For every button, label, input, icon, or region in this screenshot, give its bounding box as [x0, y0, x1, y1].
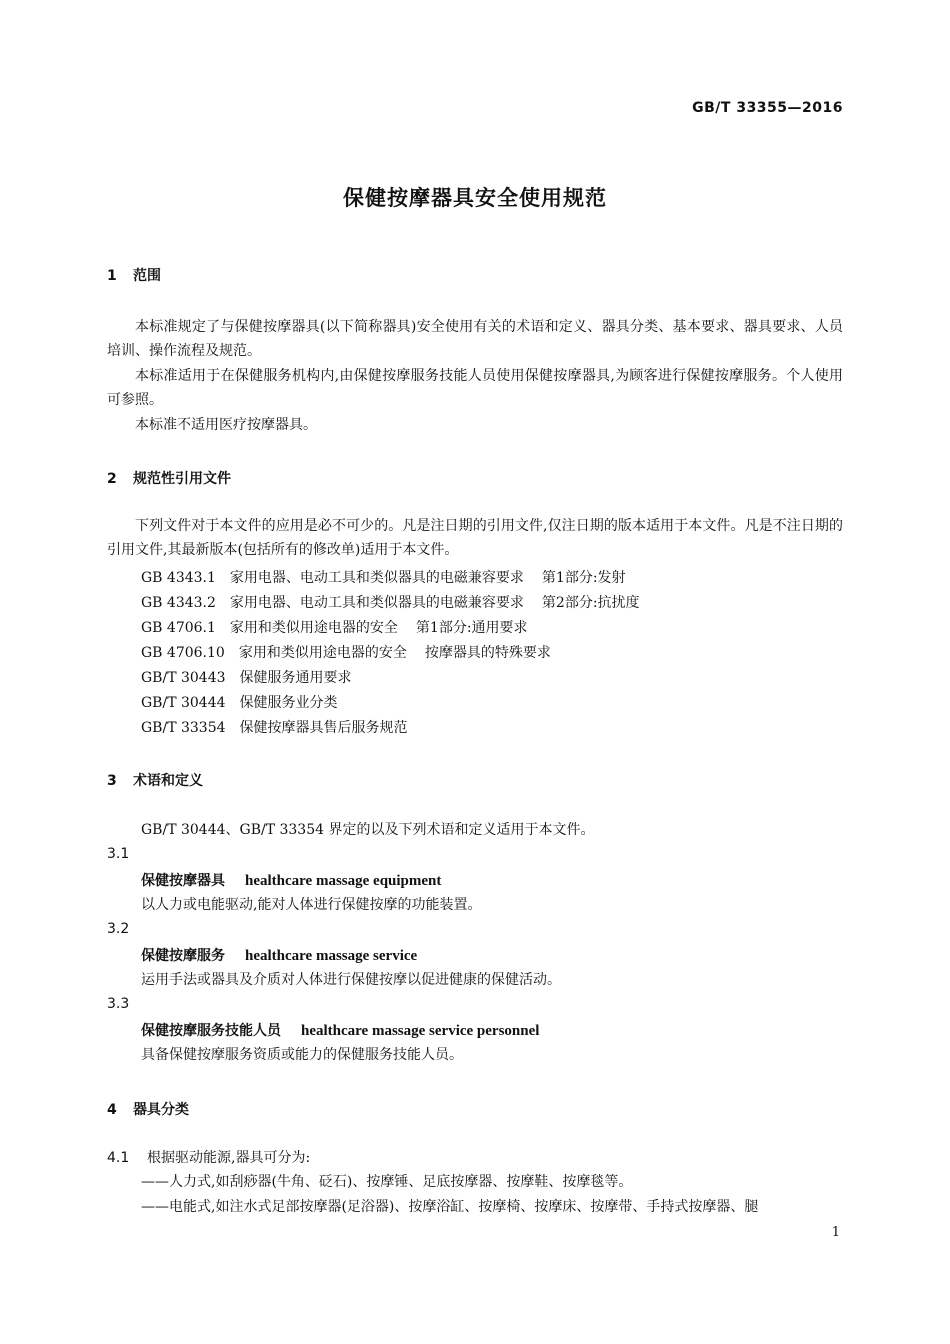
section-number: 1 [107, 268, 117, 284]
term-english: healthcare massage service [245, 948, 418, 964]
term-definition: 以人力或电能驱动,能对人体进行保健按摩的功能装置。 [141, 897, 482, 913]
reference-title: 家用电器、电动工具和类似器具的电磁兼容要求 [229, 570, 524, 586]
reference-code: GB/T 30443 [141, 670, 226, 686]
scope-paragraph-1: 本标准规定了与保健按摩器具(以下简称器具)安全使用有关的术语和定义、器具分类、基本要求、器具要求、人员培训、操作流程及规范。 [107, 319, 843, 359]
reference-title: 保健按摩器具售后服务规范 [239, 720, 408, 736]
reference-part: 按摩器具的特殊要求 [424, 645, 551, 661]
reference-code: GB 4706.10 [141, 645, 225, 661]
term-english: healthcare massage equipment [245, 873, 442, 889]
section-number: 2 [107, 471, 117, 487]
reference-item [141, 567, 626, 587]
reference-item [141, 642, 551, 662]
reference-item [141, 667, 352, 687]
section-3-heading [107, 770, 203, 790]
scope-paragraph-3: 本标准不适用医疗按摩器具。 [135, 417, 317, 433]
section-title: 术语和定义 [133, 773, 203, 789]
reference-code: GB/T 30444 [141, 695, 226, 711]
reference-code: GB 4706.1 [141, 620, 216, 636]
term-title [141, 870, 441, 890]
clause-text: 根据驱动能源,器具可分为: [147, 1150, 311, 1166]
section-title: 器具分类 [133, 1102, 189, 1118]
list-item: ——人力式,如刮痧器(牛角、砭石)、按摩锤、足底按摩器、按摩鞋、按摩毯等。 [141, 1174, 633, 1190]
term-chinese: 保健按摩服务 [141, 948, 225, 964]
reference-code: GB 4343.2 [141, 595, 216, 611]
section-4-heading [107, 1099, 189, 1119]
section-title: 规范性引用文件 [133, 471, 231, 487]
section-number: 3 [107, 773, 117, 789]
reference-item [141, 717, 408, 737]
term-definition: 运用手法或器具及介质对人体进行保健按摩以促进健康的保健活动。 [141, 972, 561, 988]
term-number: 3.3 [107, 996, 130, 1012]
section-1-heading [107, 265, 161, 285]
reference-part: 第1部分:发射 [541, 570, 626, 586]
terms-intro: GB/T 30444、GB/T 33354 界定的以及下列术语和定义适用于本文件。 [141, 822, 595, 838]
term-english: healthcare massage service personnel [301, 1023, 540, 1039]
page-number: 1 [831, 1225, 840, 1240]
section-title: 范围 [133, 268, 161, 284]
reference-title: 家用和类似用途电器的安全 [229, 620, 398, 636]
reference-code: GB/T 33354 [141, 720, 226, 736]
reference-title: 保健服务业分类 [239, 695, 338, 711]
term-title [141, 1020, 539, 1040]
document-title: 保健按摩器具安全使用规范 [343, 186, 607, 210]
term-definition: 具备保健按摩服务资质或能力的保健服务技能人员。 [141, 1047, 463, 1063]
reference-title: 家用电器、电动工具和类似器具的电磁兼容要求 [229, 595, 524, 611]
reference-title: 保健服务通用要求 [239, 670, 352, 686]
reference-part: 第1部分:通用要求 [415, 620, 528, 636]
reference-item [141, 617, 528, 637]
standard-code: GB/T 33355—2016 [692, 100, 843, 116]
term-title [141, 945, 417, 965]
term-number: 3.1 [107, 846, 130, 862]
reference-part: 第2部分:抗扰度 [541, 595, 640, 611]
term-chinese: 保健按摩器具 [141, 873, 225, 889]
section-2-heading [107, 468, 231, 488]
clause-4-1 [107, 1148, 310, 1168]
reference-code: GB 4343.1 [141, 570, 216, 586]
term-number: 3.2 [107, 921, 130, 937]
reference-item [141, 692, 338, 712]
list-item: ——电能式,如注水式足部按摩器(足浴器)、按摩浴缸、按摩椅、按摩床、按摩带、手持式按摩器、腿 [141, 1199, 759, 1215]
section-number: 4 [107, 1102, 117, 1118]
term-chinese: 保健按摩服务技能人员 [141, 1023, 281, 1039]
clause-number: 4.1 [107, 1150, 130, 1166]
reference-title: 家用和类似用途电器的安全 [238, 645, 407, 661]
reference-item [141, 592, 640, 612]
scope-paragraph-2: 本标准适用于在保健服务机构内,由保健按摩服务技能人员使用保健按摩器具,为顾客进行保健按摩服务。个人使用可参照。 [107, 368, 843, 408]
references-intro: 下列文件对于本文件的应用是必不可少的。凡是注日期的引用文件,仅注日期的版本适用于本文件。凡是不注日期的引用文件,其最新版本(包括所有的修改单)适用于本文件。 [107, 518, 843, 558]
